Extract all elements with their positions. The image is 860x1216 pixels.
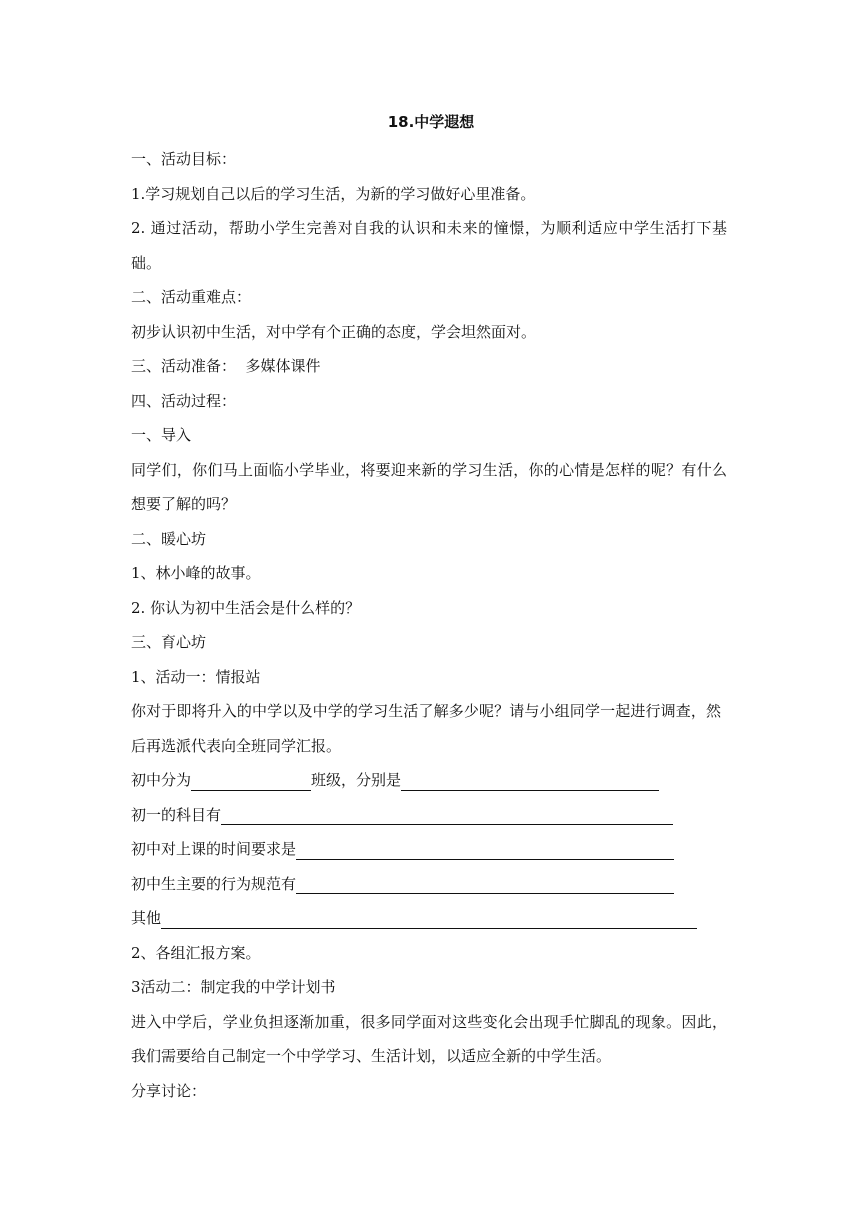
fill-in-blank-5[interactable] [161,906,697,929]
intro-heading: 一、导入 [131,426,192,444]
fill-in-row-3 [131,832,731,867]
fill-in-blank-1b[interactable] [401,768,659,791]
fill-in-blank-4[interactable] [296,871,674,894]
report-item: 2、各组汇报方案。 [131,943,261,962]
activity2-heading: 3活动二：制定我的中学计划书 [131,978,336,996]
fill-in-blank-2[interactable] [221,802,673,825]
goal-item-2: 2. 通过活动，帮助小学生完善对自我的认识和未来的憧憬，为顺利适应中学生活打下基础。 [131,219,727,272]
grow-heading: 三、育心坊 [131,633,207,651]
fill-in-label-3: 初中对上课的时间要求是 [131,840,297,858]
fill-in-label-4: 初中生主要的行为规范有 [131,874,297,893]
fill-in-row-5 [131,901,731,936]
warm-heading: 二、暖心坊 [131,529,207,548]
document-title: 18.中学遐想 [387,113,475,131]
activity2-text: 进入中学后，学业负担逐渐加重，很多同学面对这些变化会出现手忙脚乱的现象。因此，我们需要给自己制定一个中学学习、生活计划，以适应全新的中学生活。 [131,1012,727,1065]
warm-item-1: 1、林小峰的故事。 [131,564,261,582]
intro-text: 同学们，你们马上面临小学毕业，将要迎来新的学习生活，你的心情是怎样的呢？有什么想要了解的吗？ [131,460,727,513]
fill-in-blank-3[interactable] [296,837,674,860]
key-text: 初步认识初中生活，对中学有个正确的态度，学会坦然面对。 [131,322,537,341]
fill-in-label-1b: 班级，分别是 [311,771,402,789]
fill-in-label-5: 其他 [131,909,162,927]
goal-item-1: 1.学习规划自己以后的学习生活，为新的学习做好心里准备。 [131,184,536,203]
fill-in-row-1 [131,763,731,798]
activity1-heading: 1、活动一：情报站 [131,667,261,686]
fill-in-label-1a: 初中分为 [131,771,192,789]
discuss-heading: 分享讨论： [131,1081,207,1100]
fill-in-blank-1a[interactable] [191,768,311,791]
warm-item-2: 2. 你认为初中生活会是什么样的？ [131,598,361,617]
fill-in-label-2: 初一的科目有 [131,805,222,824]
fill-in-row-2 [131,798,731,833]
prep-heading: 三、活动准备： 多媒体课件 [131,357,321,375]
key-heading: 二、活动重难点： [131,288,252,306]
fill-in-row-4 [131,867,731,902]
activity1-text: 你对于即将升入的中学以及中学的学习生活了解多少呢？请与小组同学一起进行调查，然后再选派代表向全班同学汇报。 [131,702,721,755]
document-page [131,108,731,1108]
process-heading: 四、活动过程： [131,391,237,410]
goal-heading: 一、活动目标： [131,150,237,168]
